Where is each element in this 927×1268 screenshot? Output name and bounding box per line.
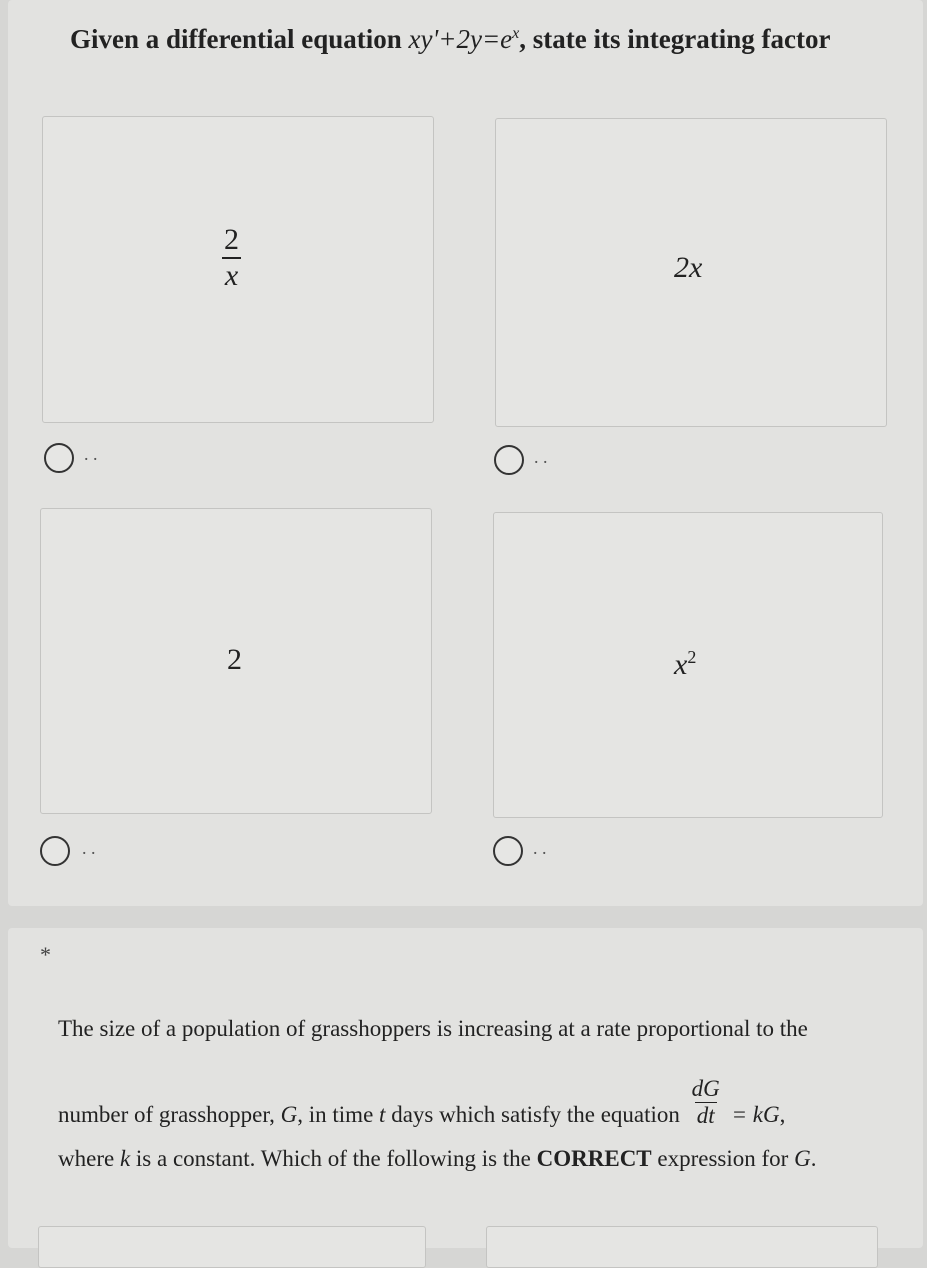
question-card-2 — [8, 928, 923, 1248]
option-c-label: . . — [82, 838, 96, 858]
derivative-fraction — [690, 1076, 722, 1129]
option-b-card[interactable] — [495, 118, 887, 427]
line-3-end: expression for — [657, 1146, 789, 1171]
line-3-dot: . — [810, 1146, 817, 1171]
option-d-radio[interactable] — [493, 836, 523, 866]
option-c-radio[interactable] — [40, 836, 70, 866]
variable-g: G — [280, 1101, 298, 1127]
variable-k: k — [119, 1146, 131, 1171]
equation-body: xy'+2y=e — [408, 24, 513, 54]
derivative-numerator: dG — [691, 1076, 720, 1101]
line-2-prefix: number of grasshopper, — [58, 1101, 275, 1127]
option-a-fraction — [221, 223, 242, 293]
option-b-text: 2x — [674, 251, 703, 284]
option-a-label: . . — [84, 444, 98, 464]
required-asterisk: * — [40, 942, 51, 967]
question-1-equation — [409, 24, 520, 54]
question-2-line-2 — [58, 1076, 786, 1143]
option-a-numerator: 2 — [224, 223, 239, 256]
option-a-card[interactable] — [42, 116, 434, 423]
derivative-denominator: dt — [696, 1103, 715, 1128]
question-2-line-1: The size of a population of grasshoppers is increasing at a rate proportional to the — [58, 1016, 808, 1041]
line-3-rest: is a constant. Which of the following is the — [135, 1146, 531, 1171]
option-d-exponent: 2 — [687, 647, 697, 667]
question-1-prefix: Given a differential equation — [70, 24, 402, 54]
option-d-card[interactable] — [493, 512, 883, 818]
line-2-days: days which satisfy the equation — [391, 1101, 680, 1127]
question-1-text — [70, 24, 830, 55]
option-a-denominator: x — [222, 257, 241, 293]
option-b-value — [674, 251, 702, 285]
option-d-base: x — [674, 648, 688, 681]
option-d-value — [674, 647, 696, 682]
option-b-label: . . — [534, 447, 548, 467]
equation-exponent: x — [512, 25, 520, 42]
line-2-end: , — [779, 1101, 786, 1127]
line-3-prefix: where — [58, 1146, 115, 1171]
option-c-text: 2 — [227, 643, 242, 676]
option-d-label: . . — [533, 838, 547, 858]
line-3-bold: CORRECT — [536, 1146, 652, 1171]
equation-rhs: = kG — [731, 1101, 780, 1127]
question-1-suffix: , state its integrating factor — [519, 24, 831, 54]
option-c-card[interactable] — [40, 508, 432, 814]
option-a-radio[interactable] — [44, 443, 74, 473]
question-2-line-3 — [58, 1146, 816, 1172]
variable-g-2: G — [794, 1146, 811, 1171]
option-b-radio[interactable] — [494, 445, 524, 475]
variable-t: t — [379, 1101, 386, 1127]
question-2-option-a-card[interactable] — [38, 1226, 426, 1268]
line-2-mid: , in time — [297, 1101, 374, 1127]
question-2-option-b-card[interactable] — [486, 1226, 878, 1268]
